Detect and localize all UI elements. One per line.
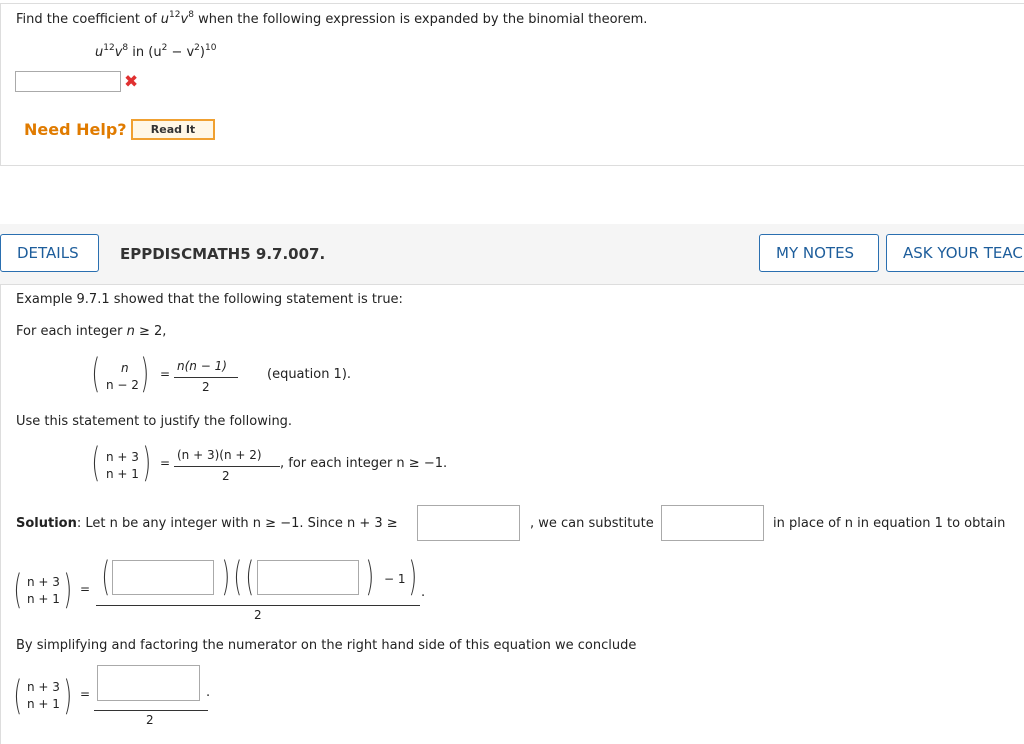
eq2-tail: , for each integer n ≥ −1.: [280, 456, 448, 471]
prompt-var-v: v: [180, 12, 189, 27]
expr-sq-1: 2: [161, 43, 168, 53]
expr-pow: 10: [204, 43, 217, 53]
eq3-denominator: 2: [254, 608, 262, 622]
eq1-denominator: 2: [202, 380, 210, 394]
substitute-input[interactable]: [661, 505, 764, 541]
prompt-exp-1: 12: [169, 10, 181, 20]
simplify-text: By simplifying and factoring the numerator on the right hand side of this equation we conclude: [16, 638, 637, 653]
eq1-left-paren: (: [91, 351, 101, 397]
eq3-factor1-input[interactable]: [112, 560, 214, 595]
incorrect-x-icon: ✖: [124, 72, 139, 92]
eq3-num-open-paren: (: [101, 554, 111, 600]
eq3-num-close-paren: ): [221, 554, 231, 600]
for-each-text: [16, 324, 166, 339]
eq3-binom-bottom: n + 1: [27, 592, 60, 606]
eq2-equals: =: [160, 456, 171, 470]
eq2-right-paren: ): [142, 440, 152, 486]
eq4-left-paren: (: [13, 673, 23, 719]
intro-text: Example 9.7.1 showed that the following statement is true:: [16, 292, 403, 307]
q1-prompt: [16, 12, 647, 27]
eq2-fraction-bar: [174, 466, 280, 467]
eq2-binom-top: n + 3: [106, 450, 139, 464]
solution-text: [16, 516, 398, 531]
use-statement-text: Use this statement to justify the following.: [16, 414, 293, 429]
expr-minus: − v: [167, 45, 195, 60]
eq4-right-paren: ): [63, 673, 73, 719]
eq3-factor2-input[interactable]: [257, 560, 359, 595]
expr-exp-1: 12: [103, 43, 115, 53]
for-each-post: ≥ 2,: [134, 324, 167, 339]
eq4-period: .: [206, 685, 211, 700]
read-it-label: Read It: [150, 123, 196, 136]
my-notes-button[interactable]: [759, 234, 879, 272]
eq3-left-paren: (: [13, 567, 23, 613]
coefficient-answer-input[interactable]: [15, 71, 121, 92]
eq1-numerator: n(n − 1): [177, 359, 227, 373]
question-panel-1: [0, 3, 1024, 166]
eq4-numerator-input[interactable]: [97, 665, 200, 701]
solution-label: Solution: [16, 516, 77, 531]
eq4-equals: =: [80, 687, 91, 701]
q1-expression: [95, 45, 216, 60]
prompt-var-u: u: [160, 12, 170, 27]
for-each-n: n: [126, 324, 135, 339]
solution-text-3: in place of n in equation 1 to obtain: [773, 516, 1006, 531]
read-it-button[interactable]: [131, 119, 215, 140]
question-code: EPPDISCMATH5 9.7.007.: [120, 245, 326, 263]
eq1-right-paren: ): [140, 351, 150, 397]
eq4-fraction-bar: [94, 710, 208, 711]
eq2-binom-bottom: n + 1: [106, 467, 139, 481]
need-help-label: Need Help?: [24, 120, 127, 139]
eq2-denominator: 2: [222, 469, 230, 483]
eq3-period: .: [421, 585, 426, 600]
my-notes-label: MY NOTES: [776, 244, 855, 262]
eq3-fraction-bar: [96, 605, 420, 606]
for-each-pre: For each integer: [16, 324, 127, 339]
ask-your-teacher-button[interactable]: [886, 234, 1024, 272]
solution-text-1: : Let n be any integer with n ≥ −1. Since n + 3 ≥: [76, 516, 398, 531]
eq3-equals: =: [80, 582, 91, 596]
eq2-left-paren: (: [91, 440, 101, 486]
lower-bound-input[interactable]: [417, 505, 520, 541]
expr-close: ): [199, 45, 205, 60]
prompt-text-end: when the following expression is expanded by the binomial theorem.: [193, 12, 648, 27]
solution-text-2: , we can substitute: [530, 516, 654, 531]
eq2-numerator: (n + 3)(n + 2): [177, 448, 262, 462]
eq1-binom-bottom: n − 2: [106, 378, 139, 392]
ask-teacher-label: ASK YOUR TEAC: [903, 244, 1023, 262]
eq3-right-paren: ): [63, 567, 73, 613]
expr-paren: (u: [148, 45, 162, 60]
eq3-inner-close-paren: ): [365, 554, 375, 600]
eq4-denominator: 2: [146, 713, 154, 727]
eq3-minus-one: − 1: [384, 572, 406, 586]
details-label: DETAILS: [17, 244, 79, 262]
expr-v: v: [114, 45, 123, 60]
eq4-binom-bottom: n + 1: [27, 697, 60, 711]
eq1-fraction-bar: [174, 377, 238, 378]
expr-in: in: [128, 45, 149, 60]
expr-sq-2: 2: [194, 43, 200, 53]
eq4-binom-top: n + 3: [27, 680, 60, 694]
prompt-exp-2: 8: [188, 10, 194, 20]
expr-exp-2: 8: [122, 43, 129, 53]
eq3-binom-top: n + 3: [27, 575, 60, 589]
expr-u: u: [95, 45, 104, 60]
eq3-outer-close-paren: ): [408, 554, 418, 600]
eq3-num-open-paren-3: (: [245, 554, 255, 600]
prompt-text: Find the coefficient of: [16, 12, 161, 27]
eq3-num-open-paren-2: (: [233, 554, 243, 600]
details-button[interactable]: [0, 234, 99, 272]
eq1-equals: =: [160, 367, 171, 381]
eq1-label: (equation 1).: [267, 367, 352, 382]
eq1-binom-top: n: [121, 361, 129, 375]
